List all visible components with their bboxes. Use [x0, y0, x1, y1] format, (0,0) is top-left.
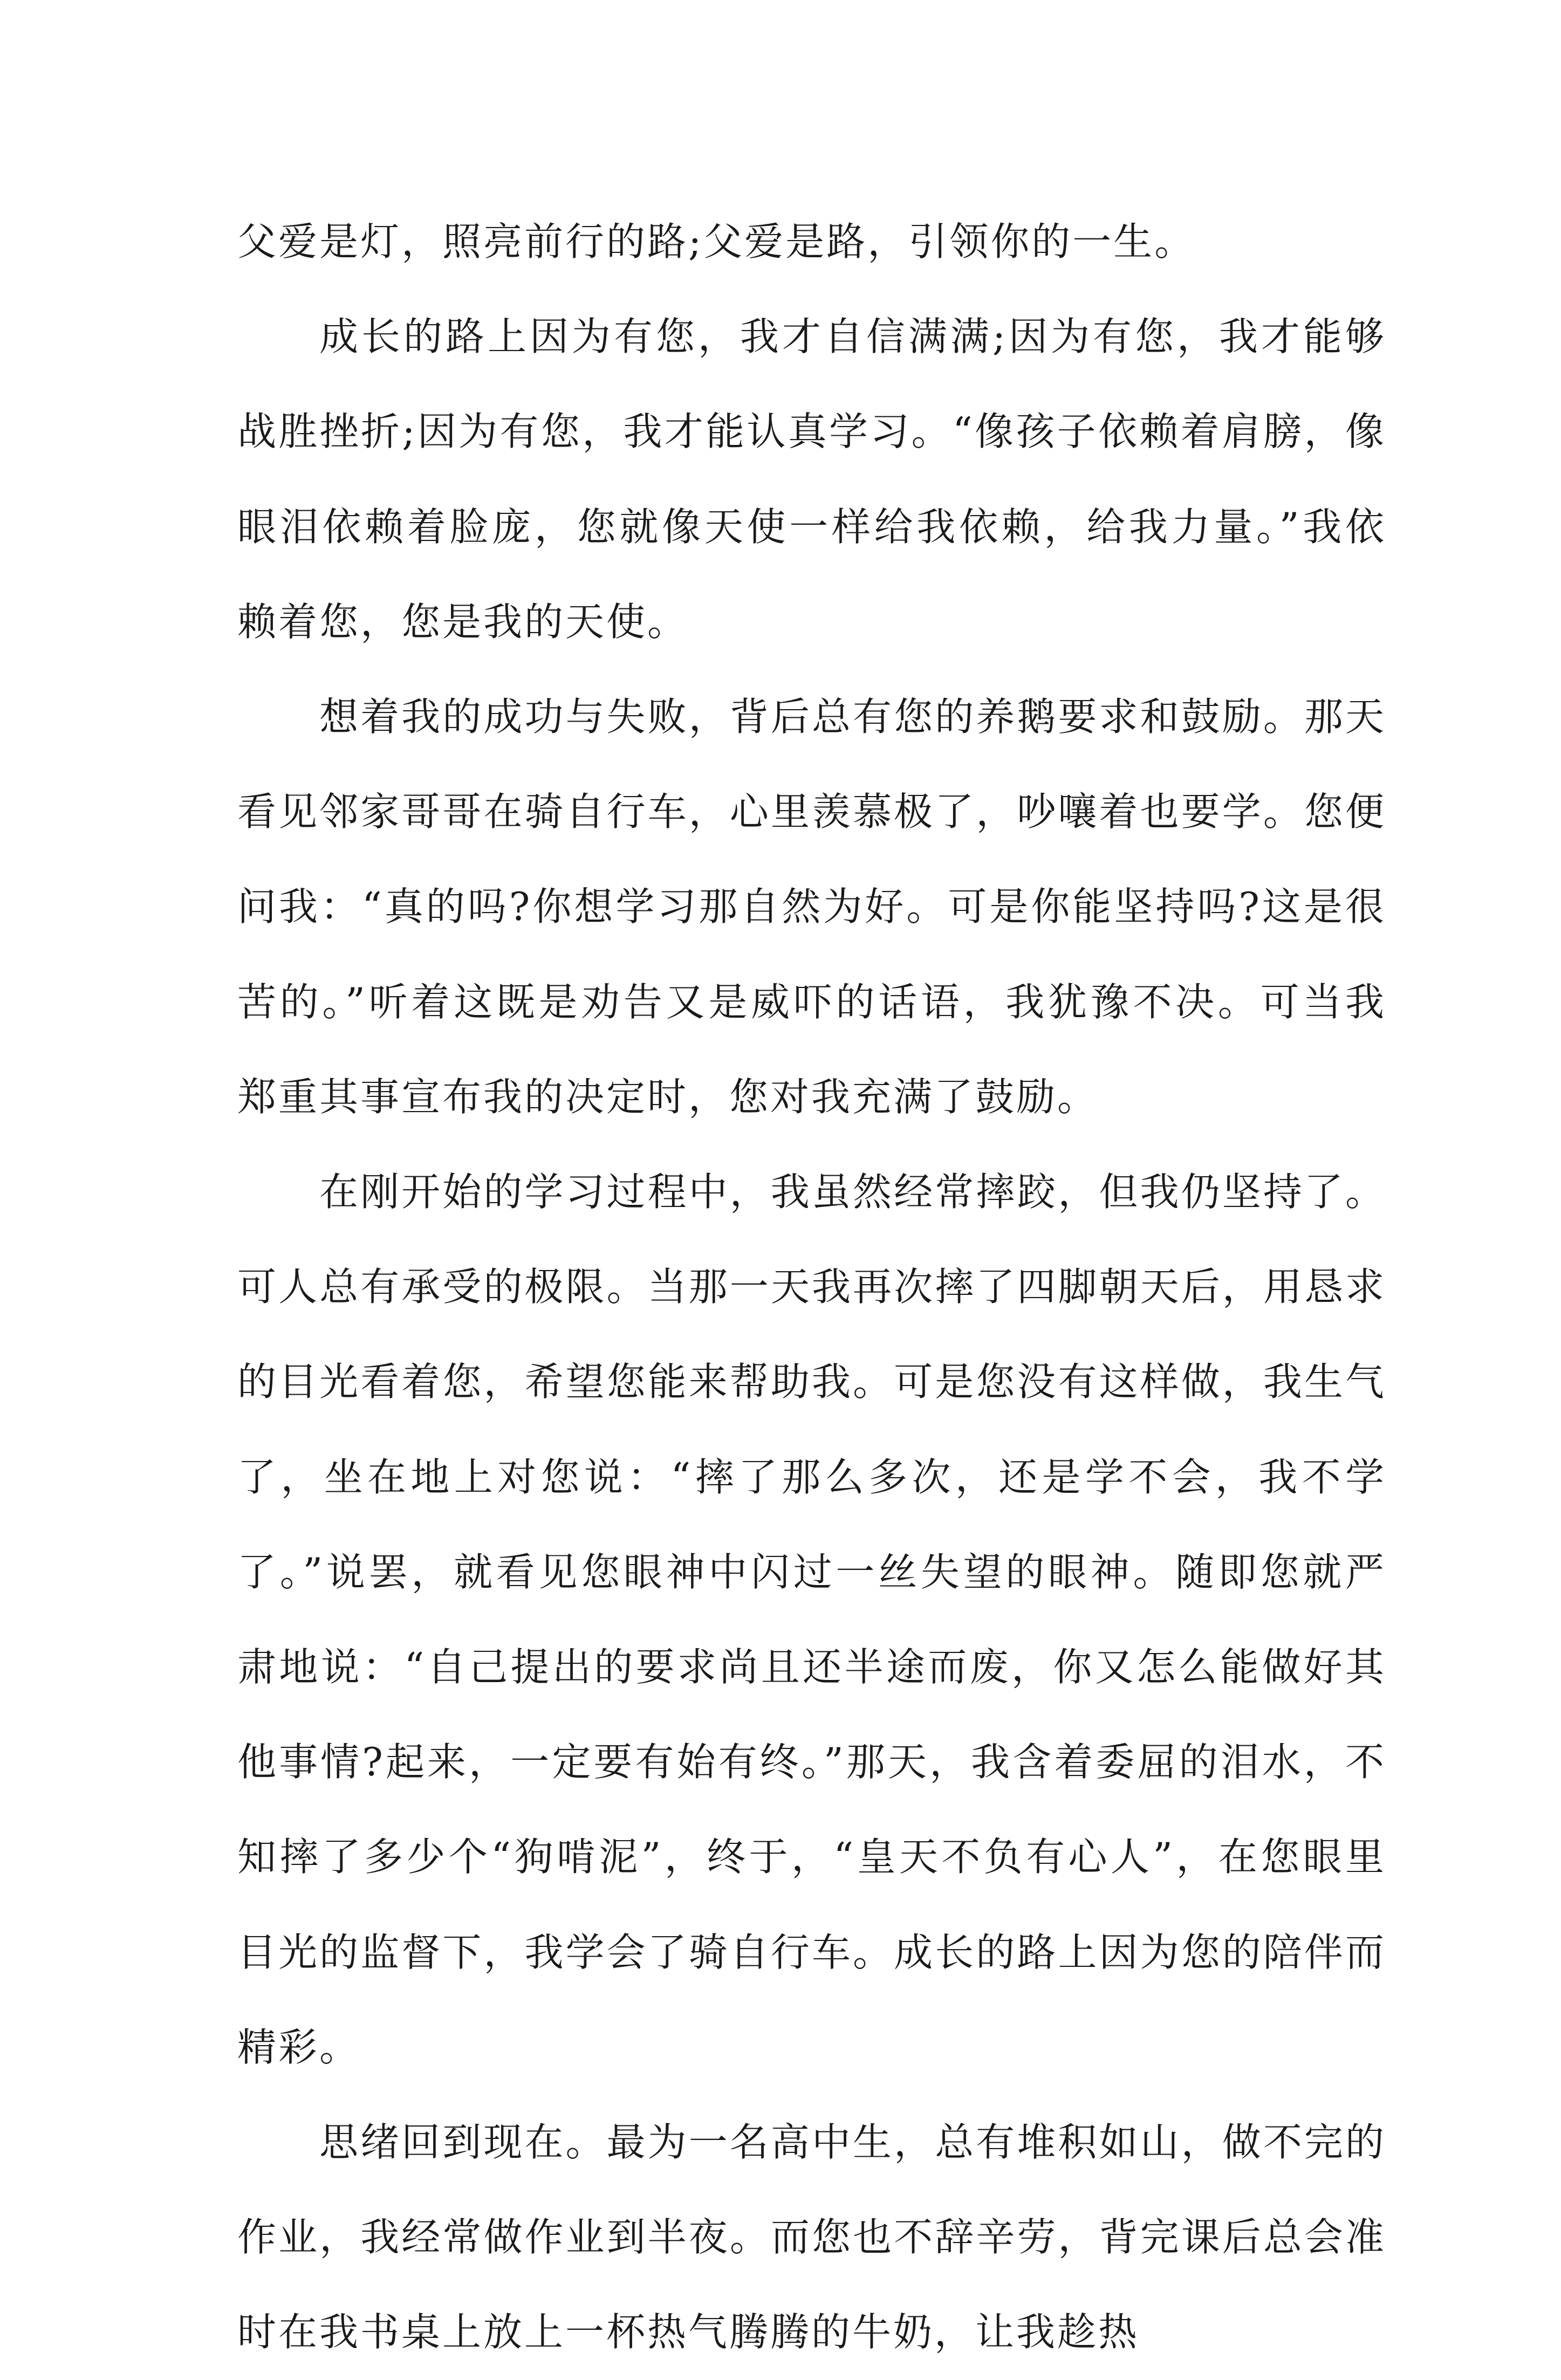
body-text	[237, 194, 1386, 2380]
paragraph: 想着我的成功与失败，背后总有您的养鹅要求和鼓励。那天看见邻家哥哥在骑自行车，心里羡慕极了，吵嚷着也要学。您便问我：“真的吗?你想学习那自然为好。可是你能坚持吗?这是很苦的。”听着这既是劝告又是威吓的话语，我犹豫不决。可当我郑重其事宣布我的决定时，您对我充满了鼓励。	[237, 694, 1386, 1120]
paragraph: 在刚开始的学习过程中，我虽然经常摔跤，但我仍坚持了。可人总有承受的极限。当那一天我再次摔了四脚朝天后，用恳求的目光看着您，希望您能来帮助我。可是您没有这样做，我生气了，坐在地上对您说：“摔了那么多次，还是学不会，我不学了。”说罢，就看见您眼神中闪过一丝失望的眼神。随即您就严肃地说：“自己提出的要求尚且还半途而废，你又怎么能做好其他事情?起来，一定要有始有终。”那天，我含着委屈的泪水，不知摔了多少个“狗啃泥”，终于，“皇天不负有心人”，在您眼里目光的监督下，我学会了骑自行车。成长的路上因为您的陪伴而精彩。	[237, 1169, 1386, 2070]
paragraph: 成长的路上因为有您，我才自信满满;因为有您，我才能够战胜挫折;因为有您，我才能认真学习。“像孩子依赖着肩膀，像眼泪依赖着脸庞，您就像天使一样给我依赖，给我力量。”我依赖着您，您是我的天使。	[237, 314, 1386, 644]
paragraph: 父爱是灯，照亮前行的路;父爱是路，引领你的一生。	[237, 219, 1196, 264]
paragraph: 思绪回到现在。最为一名高中生，总有堆积如山，做不完的作业，我经常做作业到半夜。而您也不辞辛劳，背完课后总会准时在我书桌上放上一杯热气腾腾的牛奶，让我趁热	[237, 2120, 1386, 2355]
